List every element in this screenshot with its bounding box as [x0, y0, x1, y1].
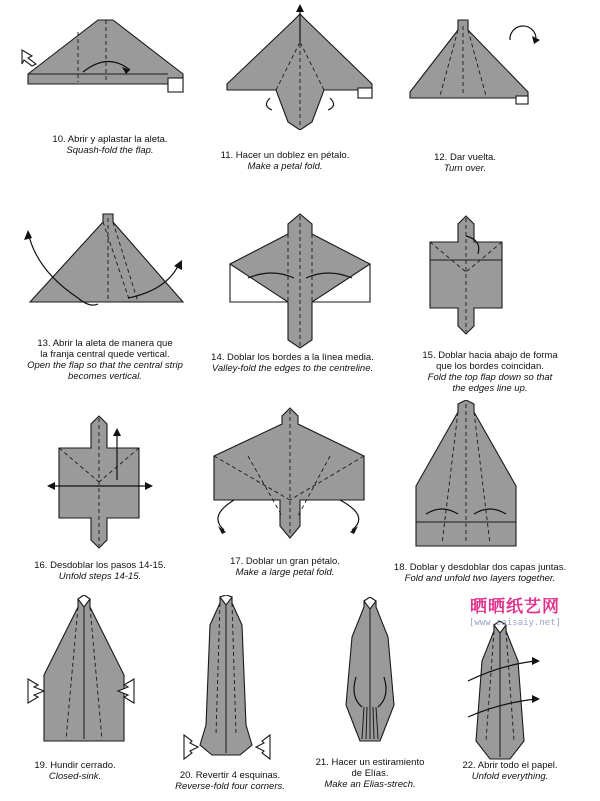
step-17 [200, 400, 400, 580]
step-16-caption: 16. Desdoblar los pasos 14-15. Unfold steps 14-15. [34, 560, 166, 582]
step-16 [0, 400, 200, 580]
step-19 [0, 595, 150, 801]
step-10-figure [18, 12, 193, 102]
step-13-caption: 13. Abrir la aleta de manera que la franja central quede vertical. Open the flap so that the central strip becomes vertical. [27, 338, 183, 382]
step-15-caption: 15. Doblar hacia abajo de forma que los bordes coincidan. Fold the top flap down so that the edges line up. [422, 350, 558, 394]
step-15-figure [426, 210, 506, 340]
step-11-figure [212, 2, 387, 130]
turn-over-icon [510, 26, 540, 44]
step-21-caption: 21. Hacer un estiramiento de Elías. Make an Elias-strech. [315, 757, 425, 790]
step-14-figure [228, 212, 373, 352]
step-18-figure [412, 400, 522, 550]
step-10-caption: 10. Abrir y aplastar la aleta. Squash-fold the flap. [52, 134, 168, 156]
step-21 [300, 595, 450, 801]
step-11 [200, 0, 400, 170]
watermark [430, 592, 600, 628]
step-13-figure [18, 210, 198, 310]
step-13 [0, 200, 200, 380]
step-12-figure [400, 12, 595, 112]
push-arrow-icon [28, 679, 44, 703]
watermark-title: 晒晒纸艺网 [470, 597, 560, 617]
push-arrow-icon [256, 735, 270, 759]
step-11-caption: 11. Hacer un doblez en pétalo. Make a petal fold. [220, 150, 350, 172]
step-18-caption: 18. Doblar y desdoblar dos capas juntas. Fold and unfold two layers together. [393, 562, 567, 584]
step-14 [200, 200, 400, 380]
step-20-caption: 20. Revertir 4 esquinas. Reverse-fold four corners. [175, 770, 285, 792]
push-arrow-icon [184, 735, 198, 759]
step-12 [400, 0, 600, 174]
step-20 [150, 595, 300, 801]
step-12-caption: 12. Dar vuelta. Turn over. [434, 152, 496, 174]
step-10 [0, 0, 200, 170]
step-22-figure [460, 621, 550, 761]
step-21-figure [328, 597, 418, 747]
push-arrow-icon [22, 50, 36, 66]
step-19-caption: 19. Hundir cerrado. Closed-sink. [34, 760, 116, 782]
step-19-figure [26, 595, 136, 745]
step-14-caption: 14. Doblar los bordes a la línea media. Valley-fold the edges to the centreline. [211, 352, 374, 374]
step-22-caption: 22. Abrir todo el papel. Unfold everything. [462, 760, 558, 782]
watermark-url: [www.saisaiy.net] [468, 618, 562, 628]
step-20-figure [178, 595, 288, 767]
step-18 [393, 400, 600, 584]
step-17-caption: 17. Doblar un gran pétalo. Make a large petal fold. [230, 556, 340, 578]
step-15 [400, 200, 600, 394]
step-17-figure [204, 406, 374, 546]
step-16-figure [45, 408, 155, 558]
